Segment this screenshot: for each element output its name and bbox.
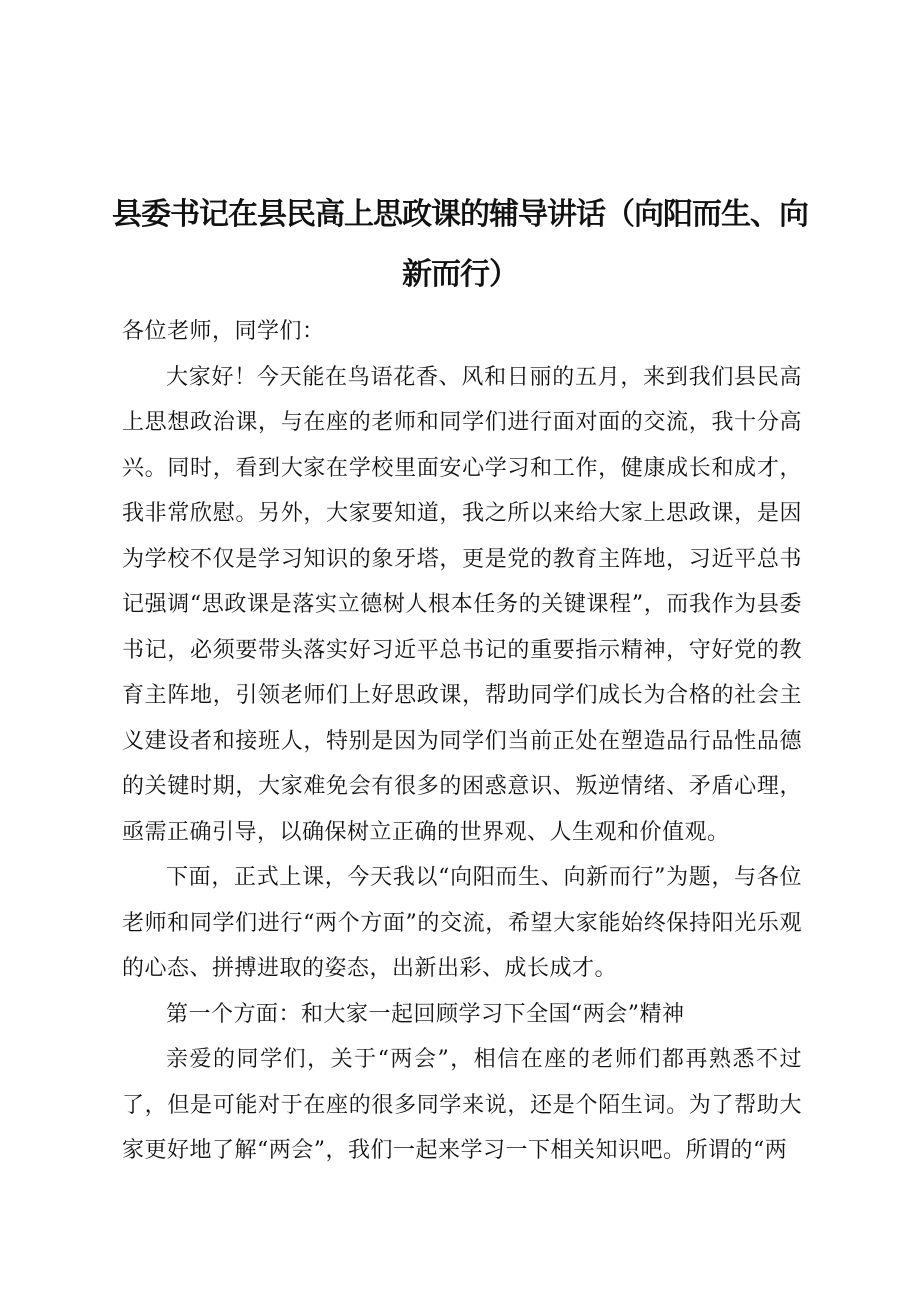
document-body [122,309,802,1174]
document-title [110,185,810,305]
document-title-line-1: 县委书记在县民高上思政课的辅导讲话（向阳而生、向 [112,197,808,233]
paragraph-opening: 大家好！今天能在鸟语花香、风和日丽的五月，来到我们县民高上思想政治课，与在座的老师和同学们进行面对面的交流，我十分高兴。同时，看到大家在学校里面安心学习和工作，健康成长和成才，我非常欣慰。另外，大家要知道，我之所以来给大家上思政课，是因为学校不仅是学习知识的象牙塔，更是党的教育主阵地，习近平总书记强调“思政课是落实立德树人根本任务的关键课程”，而我作为县委书记，必须要带头落实好习近平总书记的重要指示精神，守好党的教育主阵地，引领老师们上好思政课，帮助同学们成长为合格的社会主义建设者和接班人，特别是因为同学们当前正处在塑造品行品性品德的关键时期，大家难免会有很多的困惑意识、叛逆情绪、矛盾心理，亟需正确引导，以确保树立正确的世界观、人生观和价值观。 [122,364,802,845]
paragraph-two-sessions: 亲爱的同学们，关于“两会”，相信在座的老师们都再熟悉不过了，但是可能对于在座的很多同学来说，还是个陌生词。为了帮助大家更好地了解“两会”，我们一起来学习一下相关知识吧。所谓的“两 [122,1047,802,1163]
salutation: 各位老师，同学们： [122,319,325,344]
section-heading-first-aspect: 第一个方面：和大家一起回顾学习下全国“两会”精神 [166,1001,685,1027]
paragraph-topic: 下面，正式上课，今天我以“向阳而生、向新而行”为题，与各位老师和同学们进行“两个方面”的交流，希望大家能始终保持阳光乐观的心态、拼搏进取的姿态，出新出彩、成长成才。 [122,865,802,981]
document-title-line-2: 新而行） [402,257,518,293]
